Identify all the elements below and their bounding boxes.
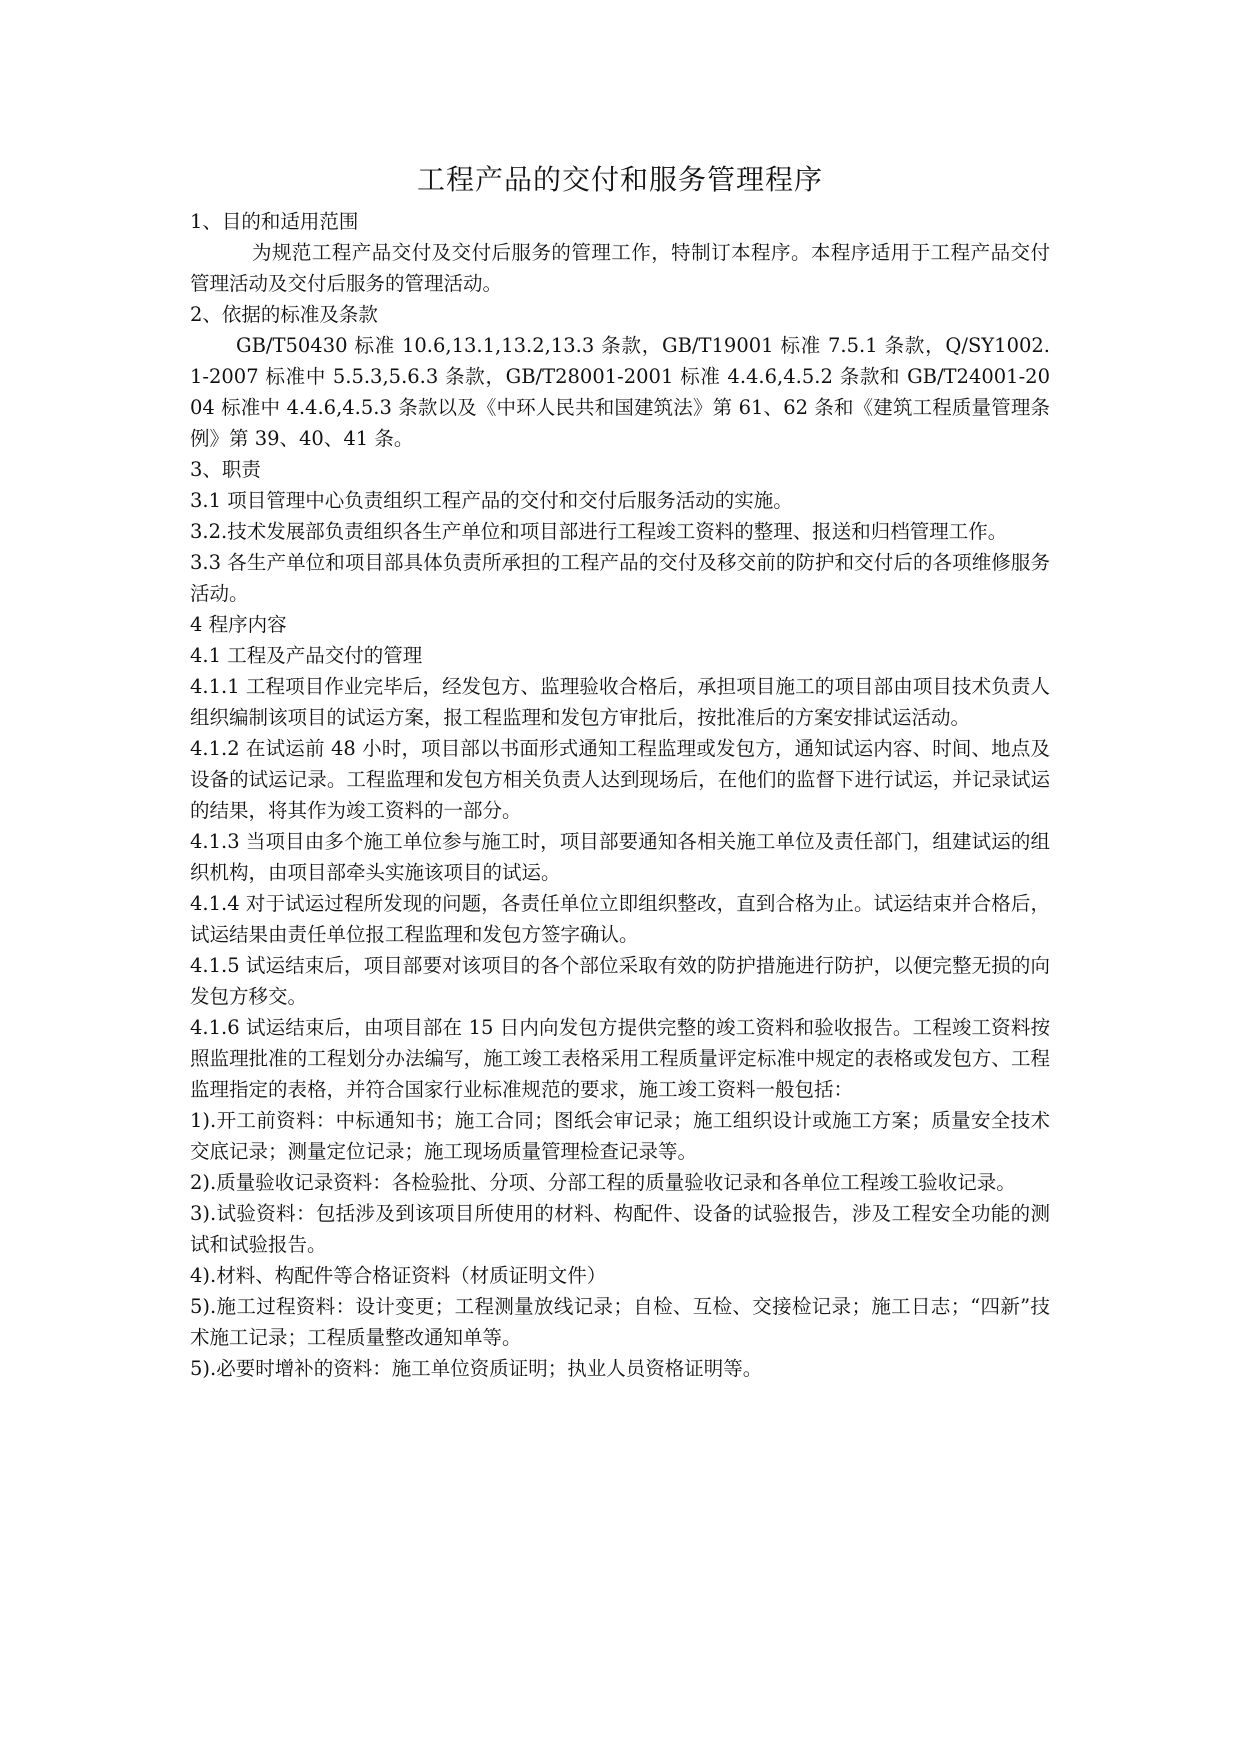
paragraph: 4.1.1 工程项目作业完毕后，经发包方、监理验收合格后，承担项目施工的项目部由项目技术负责人组织编制该项目的试运方案，报工程监理和发包方审批后，按批准后的方案安排试运活动。 — [190, 675, 1050, 729]
section-heading: 2、依据的标准及条款 — [190, 303, 378, 326]
section-heading: 3、职责 — [190, 458, 261, 481]
list-item: 5).必要时增补的资料：施工单位资质证明；执业人员资格证明等。 — [190, 1357, 763, 1380]
paragraph: GB/T50430 标准 10.6,13.1,13.2,13.3 条款，GB/T19001 标准 7.5.1 条款，Q/SY1002.1-2007 标准中 5.5.3,5.6.3 条款，GB/T28001-2001 标准 4.4.6,4.5.2 条款和 GB/T24001-2004 标准中 4.4.6,4.5.3 条款以及《中环人民共和国建筑法》第 61、62 条和《建筑工程质量管理条例》第 39、40、41 条。 — [190, 334, 1050, 450]
document-title: 工程产品的交付和服务管理程序 — [416, 163, 823, 196]
paragraph: 3.2.技术发展部负责组织各生产单位和项目部进行工程竣工资料的整理、报送和归档管理工作。 — [190, 520, 1008, 543]
list-item: 3).试验资料：包括涉及到该项目所使用的材料、构配件、设备的试验报告，涉及工程安全功能的测试和试验报告。 — [190, 1202, 1050, 1256]
paragraph: 4.1.4 对于试运过程所发现的问题，各责任单位立即组织整改，直到合格为止。试运结束并合格后，试运结果由责任单位报工程监理和发包方签字确认。 — [190, 892, 1050, 946]
paragraph: 为规范工程产品交付及交付后服务的管理工作，特制订本程序。本程序适用于工程产品交付管理活动及交付后服务的管理活动。 — [190, 241, 1050, 295]
section-heading: 1、目的和适用范围 — [190, 210, 359, 233]
list-item: 5).施工过程资料：设计变更；工程测量放线记录；自检、互检、交接检记录；施工日志；“四新”技术施工记录；工程质量整改通知单等。 — [190, 1295, 1050, 1349]
paragraph: 4.1.3 当项目由多个施工单位参与施工时，项目部要通知各相关施工单位及责任部门，组建试运的组织机构，由项目部牵头实施该项目的试运。 — [190, 830, 1050, 884]
list-item: 2).质量验收记录资料：各检验批、分项、分部工程的质量验收记录和各单位工程竣工验收记录。 — [190, 1171, 1016, 1194]
section-heading: 4 程序内容 — [190, 613, 287, 636]
subsection-heading: 4.1 工程及产品交付的管理 — [190, 644, 423, 667]
paragraph: 4.1.5 试运结束后，项目部要对该项目的各个部位采取有效的防护措施进行防护，以便完整无损的向发包方移交。 — [190, 954, 1050, 1008]
paragraph: 3.3 各生产单位和项目部具体负责所承担的工程产品的交付及移交前的防护和交付后的各项维修服务活动。 — [190, 551, 1050, 605]
list-item: 4).材料、构配件等合格证资料（材质证明文件） — [190, 1264, 607, 1287]
paragraph: 4.1.6 试运结束后，由项目部在 15 日内向发包方提供完整的竣工资料和验收报告。工程竣工资料按照监理批准的工程划分办法编写，施工竣工表格采用工程质量评定标准中规定的表格或发包方、工程监理指定的表格，并符合国家行业标准规范的要求，施工竣工资料一般包括： — [190, 1016, 1050, 1101]
paragraph: 3.1 项目管理中心负责组织工程产品的交付和交付后服务活动的实施。 — [190, 489, 793, 512]
document-page — [190, 158, 1050, 1384]
list-item: 1).开工前资料：中标通知书；施工合同；图纸会审记录；施工组织设计或施工方案；质量安全技术交底记录；测量定位记录；施工现场质量管理检查记录等。 — [190, 1109, 1050, 1163]
paragraph: 4.1.2 在试运前 48 小时，项目部以书面形式通知工程监理或发包方，通知试运内容、时间、地点及设备的试运记录。工程监理和发包方相关负责人达到现场后，在他们的监督下进行试运，并记录试运的结果，将其作为竣工资料的一部分。 — [190, 737, 1050, 822]
